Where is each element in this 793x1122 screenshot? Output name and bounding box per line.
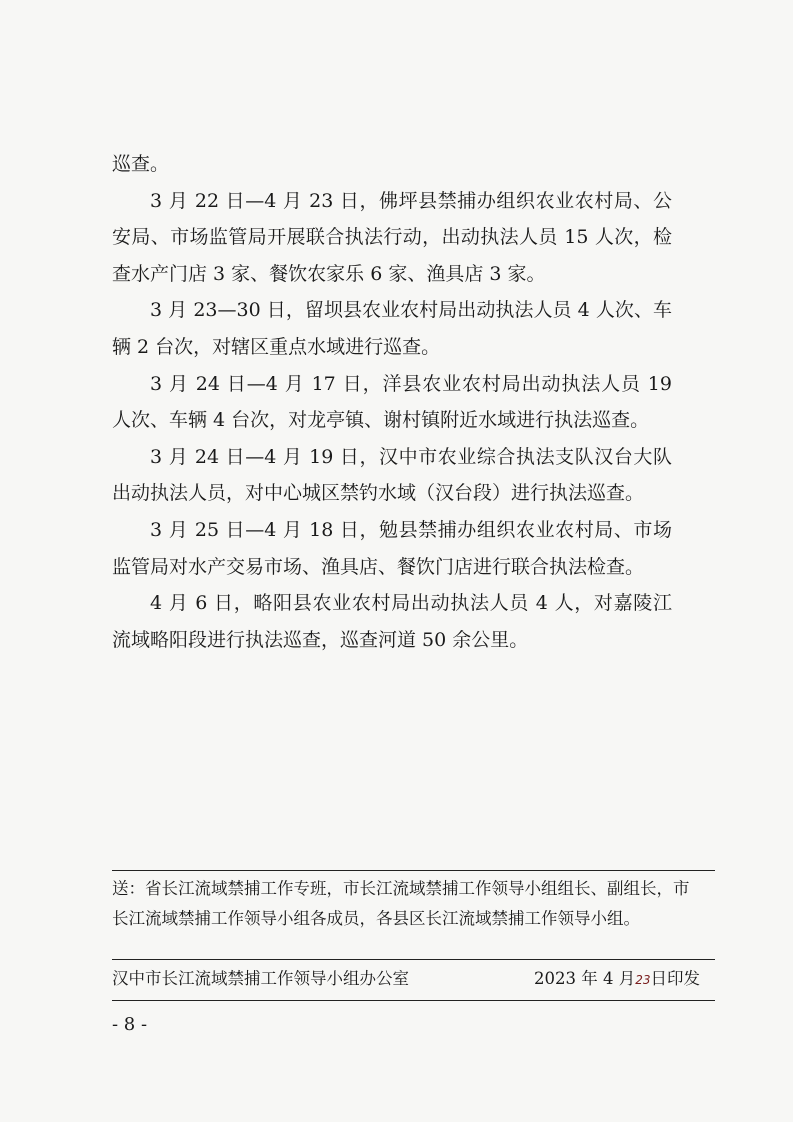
paragraph-5: 3 月 24 日—4 月 19 日，汉中市农业综合执法支队汉台大队出动执法人员，对中心城区禁钓水域（汉台段）进行执法巡查。: [112, 445, 672, 505]
issuing-office: 汉中市长江流域禁捕工作领导小组办公室: [112, 969, 409, 988]
issue-date-handwritten-day: 23: [635, 973, 651, 987]
paragraph-4: 3 月 24 日—4 月 17 日，洋县农业农村局出动执法人员 19 人次、车辆 4 台次，对龙亭镇、谢村镇附近水域进行执法巡查。: [112, 372, 672, 432]
paragraph-6: 3 月 25 日—4 月 18 日，勉县禁捕办组织农业农村局、市场监管局对水产交易市场、渔具店、餐饮门店进行联合执法检查。: [112, 518, 672, 578]
body-text: [112, 146, 672, 658]
paragraph-3: 3 月 23—30 日，留坝县农业农村局出动执法人员 4 人次、车辆 2 台次，对辖区重点水域进行巡查。: [112, 299, 672, 358]
issue-date-prefix: 2023 年 4 月: [534, 969, 636, 988]
distribution-list: 送：省长江流域禁捕工作专班，市长江流域禁捕工作领导小组组长、副组长，市长江流域禁捕工作领导小组各成员，各县区长江流域禁捕工作领导小组。: [112, 879, 690, 928]
paragraph-2: 3 月 22 日—4 月 23 日，佛坪县禁捕办组织农业农村局、公安局、市场监管局开展联合执法行动，出动执法人员 15 人次，检查水产门店 3 家、餐饮农家乐 6 家、渔具店 3 家。: [112, 189, 672, 285]
divider-middle: [112, 959, 715, 960]
paragraph-1: 巡查。: [112, 153, 170, 175]
divider-top: [112, 870, 715, 871]
paragraph-7: 4 月 6 日，略阳县农业农村局出动执法人员 4 人，对嘉陵江流域略阳段进行执法巡查，巡查河道 50 余公里。: [112, 592, 672, 651]
issue-date-suffix: 日印发: [650, 969, 701, 988]
issue-date: [534, 966, 700, 993]
divider-bottom: [112, 1000, 715, 1001]
page-number: - 8 -: [112, 1014, 148, 1035]
